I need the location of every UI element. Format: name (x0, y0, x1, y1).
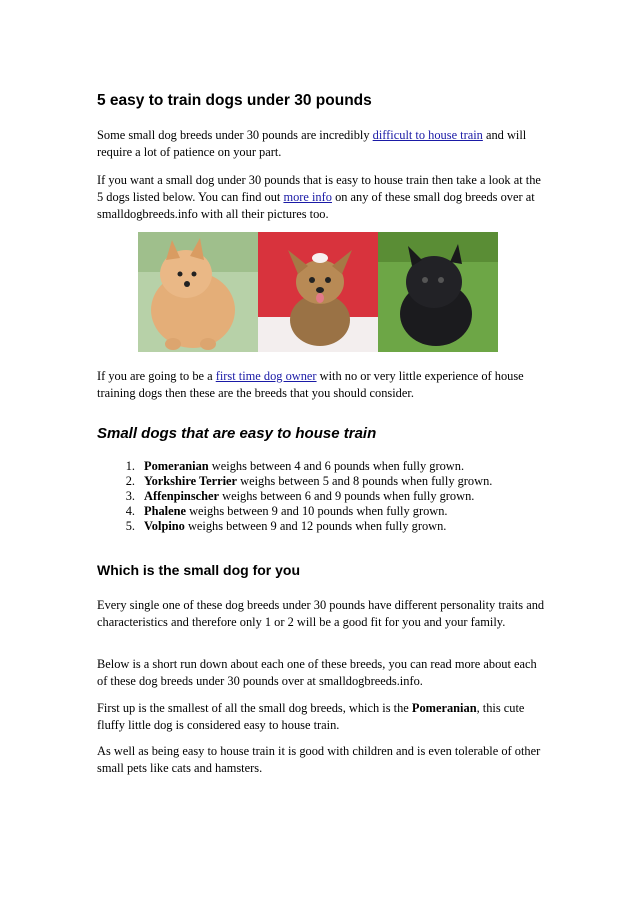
first-time-dog-owner-link[interactable]: first time dog owner (215, 369, 317, 383)
intro-paragraph (97, 127, 547, 161)
breed-name: Yorkshire Terrier (144, 474, 238, 488)
personality-paragraph: Every single one of these dog breeds under 30 pounds have different personality traits and characteristics and therefore only 1 or 2 will be a good fit for you and your family. (97, 598, 545, 629)
children-pets-paragraph: As well as being easy to house train it is good with children and is even tolerable of other small pets like cats and hamsters. (97, 744, 541, 775)
para2-text-after: on any of these small dog breeds over at smalldogbreeds.info with all their pictures too. (97, 190, 535, 221)
pomeranian-photo (138, 232, 258, 352)
breed-name: Pomeranian (144, 459, 209, 473)
breed-weight: weighs between 9 and 12 pounds when fully grown. (184, 519, 447, 533)
section-heading-which-dog: Which is the small dog for you (97, 562, 301, 578)
more-info-link[interactable]: more info (283, 190, 332, 204)
dog-photos (138, 232, 498, 352)
list-item (97, 518, 547, 533)
list-number: 5. (125, 519, 135, 533)
breed-weight: weighs between 9 and 10 pounds when fully grown. (186, 504, 448, 518)
breed-name: Volpino (144, 519, 185, 533)
list-item (97, 503, 547, 518)
affenpinscher-photo (378, 232, 498, 352)
yorkshire-terrier-photo (258, 232, 378, 352)
para2-text-before: If you want a small dog under 30 pounds that is easy to house train then take a look at the 5 dogs listed below. You can find out (97, 173, 541, 204)
difficult-to-house-train-link[interactable]: difficult to house train (372, 128, 483, 142)
list-number: 1. (125, 459, 135, 473)
list-number: 3. (125, 489, 135, 503)
breed-name: Phalene (144, 504, 186, 518)
list-item (97, 488, 547, 503)
breed-name: Affenpinscher (144, 489, 220, 503)
para6-text-after: , this cute fluffy little dog is considered easy to house train. (97, 701, 525, 732)
pomeranian-bold: Pomeranian (411, 701, 477, 715)
pomeranian-intro-paragraph (97, 700, 547, 734)
breed-weight: weighs between 5 and 8 pounds when fully grown. (237, 474, 493, 488)
para3-text-before: If you are going to be a (97, 369, 216, 383)
list-item (97, 473, 547, 488)
page-title: 5 easy to train dogs under 30 pounds (97, 92, 372, 109)
list-item (97, 458, 547, 473)
rundown-paragraph: Below is a short run down about each one of these breeds, you can read more about each of these dog breeds under 30 pounds over at smalldogbreeds.info. (97, 657, 537, 688)
section-heading-easy-to-train: Small dogs that are easy to house train (97, 425, 377, 442)
breed-weight: weighs between 6 and 9 pounds when fully grown. (219, 489, 475, 503)
para3-text-after: with no or very little experience of house training dogs then these are the breeds that you should consider. (97, 369, 524, 400)
para6-text-before: First up is the smallest of all the small dog breeds, which is the (97, 701, 412, 715)
intro-text-after: and will require a lot of patience on your part. (97, 128, 527, 159)
breed-weight: weighs between 4 and 6 pounds when fully grown. (208, 459, 465, 473)
breed-list (97, 458, 547, 533)
list-number: 4. (125, 504, 135, 518)
list-number: 2. (125, 474, 135, 488)
first-time-owner-paragraph (97, 368, 547, 402)
intro-text-before: Some small dog breeds under 30 pounds are incredibly (97, 128, 373, 142)
dogs-list-paragraph (97, 172, 547, 223)
